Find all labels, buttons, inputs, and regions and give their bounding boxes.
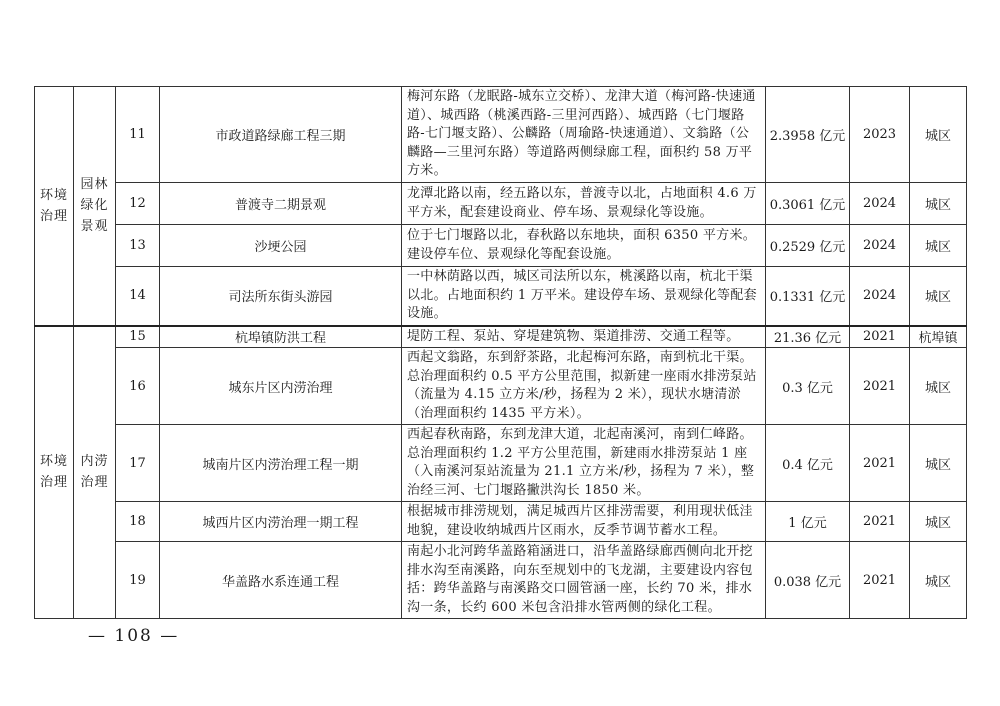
row-number: 15: [116, 326, 160, 348]
project-name: 城南片区内涝治理工程一期: [160, 425, 402, 502]
investment: 0.4 亿元: [766, 425, 850, 502]
location: 城区: [910, 425, 967, 502]
start-year: 2023: [850, 87, 910, 183]
investment: 0.1331 亿元: [766, 267, 850, 326]
table-row: [35, 87, 967, 183]
start-year: 2024: [850, 183, 910, 225]
row-number: 16: [116, 348, 160, 425]
project-description: 一中林荫路以西，城区司法所以东，桃溪路以南，杭北干渠以北。占地面积约 1 万平米。建设停车场、景观绿化等配套设施。: [402, 267, 766, 326]
page-number: — 108 —: [88, 626, 180, 646]
project-description: 根据城市排涝规划，满足城西片区排涝需要，利用现状低洼地貌，建设收纳城西片区雨水，反季节调节蓄水工程。: [402, 502, 766, 542]
project-table: [34, 86, 967, 619]
project-name: 普渡寺二期景观: [160, 183, 402, 225]
investment: 0.038 亿元: [766, 542, 850, 619]
row-number: 17: [116, 425, 160, 502]
location: 城区: [910, 348, 967, 425]
investment: 0.3061 亿元: [766, 183, 850, 225]
subcategory-cell: 园林 绿化 景观: [74, 87, 116, 326]
project-name: 华盖路水系连通工程: [160, 542, 402, 619]
start-year: 2021: [850, 425, 910, 502]
table-row: [35, 267, 967, 326]
investment: 0.2529 亿元: [766, 225, 850, 267]
project-name: 城西片区内涝治理一期工程: [160, 502, 402, 542]
project-description: 西起文翁路，东到舒茶路，北起梅河东路，南到杭北干渠。总治理面积约 0.5 平方公里范围，拟新建一座雨水排涝泵站（流量为 4.15 立方米/秒，扬程为 2 米），现状水塘清淤（治理面积约 1435 平方米）。: [402, 348, 766, 425]
project-description: 堤防工程、泵站、穿堤建筑物、渠道排涝、交通工程等。: [402, 326, 766, 348]
start-year: 2021: [850, 502, 910, 542]
start-year: 2021: [850, 542, 910, 619]
row-number: 18: [116, 502, 160, 542]
table-row: [35, 425, 967, 502]
table-row: [35, 542, 967, 619]
project-description: 梅河东路（龙眠路-城东立交桥）、龙津大道（梅河路-快速通道）、城西路（桃溪西路-三里河西路）、城西路（七门堰路路-七门堰支路）、公麟路（周瑜路-快速通道）、文翁路（公麟路—三里河东路）等道路两侧绿廊工程，面积约 58 万平方米。: [402, 87, 766, 183]
location: 城区: [910, 542, 967, 619]
subcategory-cell: 内涝 治理: [74, 326, 116, 619]
row-number: 12: [116, 183, 160, 225]
project-name: 司法所东街头游园: [160, 267, 402, 326]
location: 城区: [910, 87, 967, 183]
row-number: 14: [116, 267, 160, 326]
row-number: 19: [116, 542, 160, 619]
table-row: [35, 348, 967, 425]
table-row: [35, 502, 967, 542]
category-cell: 环境 治理: [35, 326, 74, 619]
investment: 1 亿元: [766, 502, 850, 542]
row-number: 13: [116, 225, 160, 267]
row-number: 11: [116, 87, 160, 183]
location: 城区: [910, 183, 967, 225]
table-row: [35, 225, 967, 267]
project-name: 杭埠镇防洪工程: [160, 326, 402, 348]
project-description: 位于七门堰路以北，春秋路以东地块，面积 6350 平方米。建设停车位、景观绿化等配套设施。: [402, 225, 766, 267]
start-year: 2021: [850, 348, 910, 425]
start-year: 2024: [850, 225, 910, 267]
project-name: 沙埂公园: [160, 225, 402, 267]
investment: 0.3 亿元: [766, 348, 850, 425]
location: 杭埠镇: [910, 326, 967, 348]
project-description: 南起小北河跨华盖路箱涵进口，沿华盖路绿廊西侧向北开挖排水沟至南溪路，向东至规划中的飞龙湖，主要建设内容包括：跨华盖路与南溪路交口圆管涵一座，长约 70 米，排水沟一条，长约 600 米包含沿排水管两侧的绿化工程。: [402, 542, 766, 619]
location: 城区: [910, 225, 967, 267]
project-description: 西起春秋南路，东到龙津大道，北起南溪河，南到仁峰路。总治理面积约 1.2 平方公里范围，新建雨水排涝泵站 1 座（入南溪河泵站流量为 21.1 立方米/秒，扬程为 7 米），整治经三河、七门堰路撇洪沟长 1850 米。: [402, 425, 766, 502]
table-row: [35, 326, 967, 348]
project-description: 龙潭北路以南，经五路以东，普渡寺以北，占地面积 4.6 万平方米，配套建设商业、停车场、景观绿化等设施。: [402, 183, 766, 225]
start-year: 2021: [850, 326, 910, 348]
table-row: [35, 183, 967, 225]
project-name: 市政道路绿廊工程三期: [160, 87, 402, 183]
investment: 2.3958 亿元: [766, 87, 850, 183]
location: 城区: [910, 502, 967, 542]
investment: 21.36 亿元: [766, 326, 850, 348]
location: 城区: [910, 267, 967, 326]
project-name: 城东片区内涝治理: [160, 348, 402, 425]
start-year: 2024: [850, 267, 910, 326]
category-cell: 环境 治理: [35, 87, 74, 326]
